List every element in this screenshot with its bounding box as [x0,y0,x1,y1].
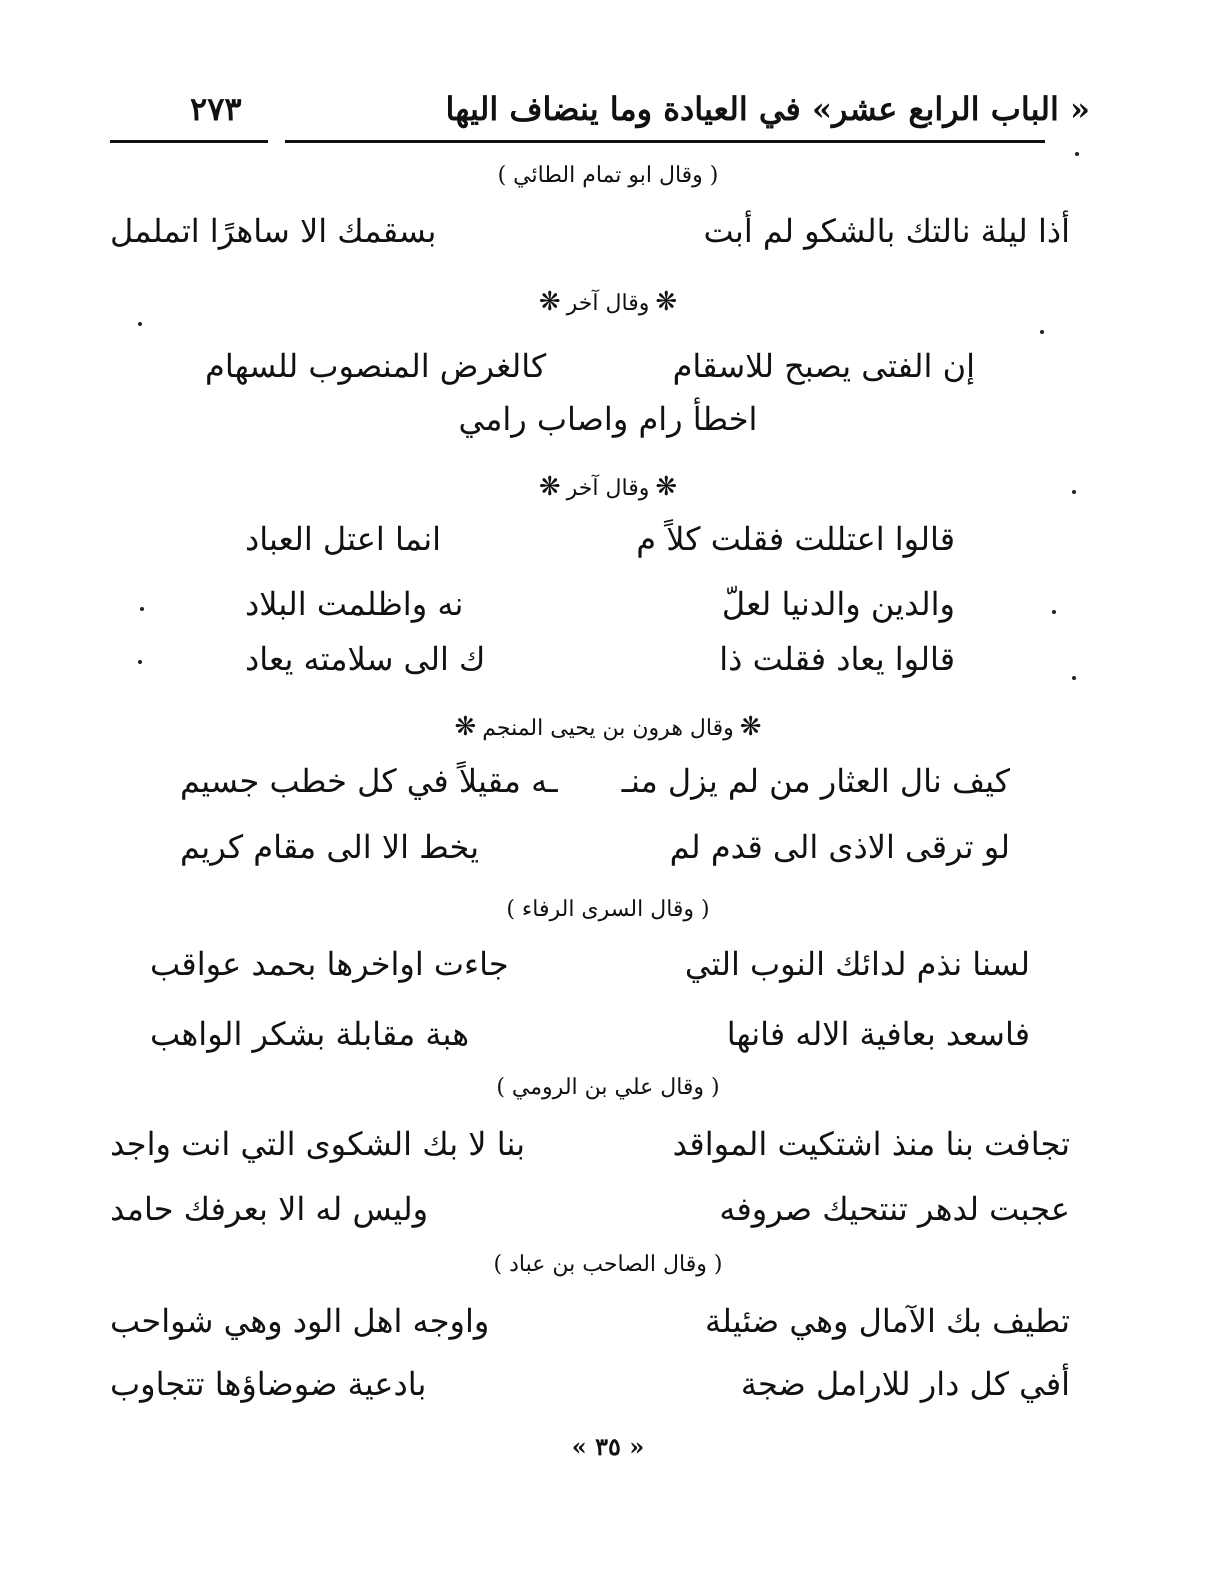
scan-speck [1052,610,1056,614]
scan-speck [138,660,142,664]
scan-speck [1075,152,1079,156]
verse-first-hemistich: لسنا نذم لدائك النوب التي [684,945,1030,983]
verse-second-hemistich: كالغرض المنصوب للسهام [205,347,547,385]
verse-first-hemistich: قالوا يعاد فقلت ذا [719,640,955,678]
verse-line [110,1365,1070,1409]
verse-second-hemistich: جاءت اواخرها بحمد عواقب [150,945,509,983]
verse-second-hemistich: انما اعتل العباد [245,520,441,558]
verse-second-hemistich: نه واظلمت البلاد [245,585,464,623]
section-heading: ( وقال السرى الرفاء ) [506,897,710,922]
section-heading: ( وقال الصاحب بن عباد ) [493,1252,723,1277]
page-number: ٢٧٣ [190,90,242,128]
verse-line [110,1190,1070,1234]
star-ornament-icon: ❋ [655,287,678,317]
verse-first-hemistich: أذا ليلة نالتك بالشكو لم أبت [703,212,1070,250]
verse-line [205,347,975,391]
verse-line [180,762,1010,806]
verse-second-hemistich: بادعية ضوضاؤها تتجاوب [110,1365,427,1403]
verse-first-hemistich: أفي كل دار للارامل ضجة [740,1365,1070,1403]
star-ornament-icon: ❋ [739,712,762,742]
scan-speck [1040,330,1044,334]
star-ornament-icon: ❋ [655,472,678,502]
verse-line [245,585,955,629]
verse-first-hemistich: تطيف بك الآمال وهي ضئيلة [704,1302,1070,1340]
verse-line [150,945,1030,989]
verse-line [150,1015,1030,1059]
verse-line [180,828,1010,872]
scan-speck [1072,490,1076,494]
verse-first-hemistich: تجافت بنا منذ اشتكيت المواقد [672,1125,1070,1163]
chapter-title: « الباب الرابع عشر» في العيادة وما ينضاف اليها [445,90,1090,128]
scan-speck [140,607,144,611]
signature-mark: « ٣٥ » [571,1432,645,1461]
section-heading: ( وقال علي بن الرومي ) [496,1075,720,1100]
header-rule-right [285,140,1045,143]
verse-first-hemistich: قالوا اعتللت فقلت كلاً م [636,520,955,558]
star-ornament-icon: ❋ [454,712,477,742]
section-heading-row [0,472,1216,502]
section-heading-row [0,287,1216,317]
running-header [110,84,1090,134]
verse-first-hemistich: فاسعد بعافية الاله فانها [726,1015,1030,1053]
section-heading: ( وقال ابو تمام الطائي ) [497,163,719,188]
verse-first-hemistich: لو ترقى الاذى الى قدم لم [669,828,1010,866]
verse-second-hemistich: هبة مقابلة بشكر الواهب [150,1015,470,1053]
star-ornament-icon: ❋ [538,287,561,317]
verse-line [245,640,955,684]
scan-speck [1072,676,1076,680]
section-heading: وقال هرون بن يحيى المنجم [482,716,734,741]
verse-second-hemistich: بنا لا بك الشكوى التي انت واجد [110,1125,526,1163]
scan-speck [138,322,142,326]
verse-second-hemistich: ك الى سلامته يعاد [245,640,486,678]
star-ornament-icon: ❋ [538,472,561,502]
verse-line [110,1125,1070,1169]
header-rule-left [110,140,268,143]
verse-first-hemistich: كيف نال العثار من لم يزل منـ [621,762,1010,800]
section-heading: وقال آخر [566,291,650,316]
verse-second-hemistich: ـه مقيلاً في كل خطب جسيم [180,762,558,800]
verse-second-hemistich: بسقمك الا ساهرًا اتململ [110,212,437,250]
verse-first-hemistich: إن الفتى يصبح للاسقام [672,347,975,385]
section-heading-row [0,712,1216,742]
verse-line [245,520,955,564]
verse-first-hemistich: عجبت لدهر تنتحيك صروفه [719,1190,1070,1228]
verse-first-hemistich: والدين والدنيا لعلّ [721,585,955,623]
verse-second-hemistich: واوجه اهل الود وهي شواحب [110,1302,490,1340]
verse-second-hemistich: يخط الا الى مقام كريم [180,828,480,866]
verse-single-line: اخطأ رام واصاب رامي [458,400,758,438]
section-heading: وقال آخر [566,476,650,501]
verse-line [110,1302,1070,1346]
verse-second-hemistich: وليس له الا بعرفك حامد [110,1190,429,1228]
verse-line [110,212,1070,256]
